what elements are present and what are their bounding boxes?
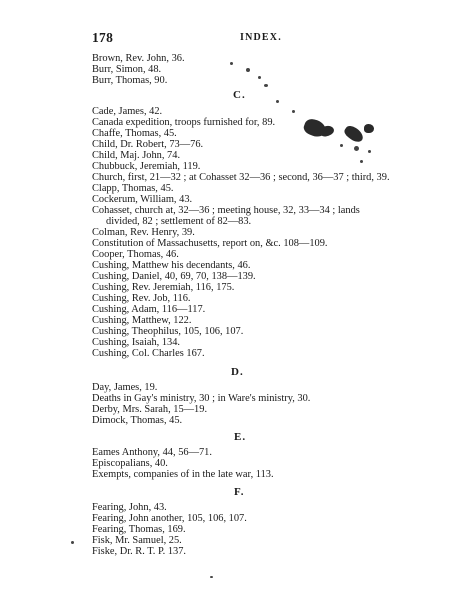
section-letter-d: D. [231,366,244,378]
section-letter-f: F. [234,486,245,498]
index-entry: Church, first, 21—32 ; at Cohasset 32—36 ; second, 36—37 ; third, 39. [92,172,390,183]
index-entry: Cushing, Isaiah, 134. [92,337,181,348]
running-head: INDEX. [240,32,282,43]
index-entry: Brown, Rev. John, 36. [92,53,185,64]
index-entry: Eames Anthony, 44, 56—71. [92,447,212,458]
index-entry: Cushing, Matthew his decendants, 46. [92,260,251,271]
index-entry: Cushing, Col. Charles 167. [92,348,205,359]
index-entry: Cade, James, 42. [92,106,163,117]
index-entry: Deaths in Gay's ministry, 30 ; in Ware's ministry, 30. [92,393,311,404]
index-entry: Cockerum, William, 43. [92,194,193,205]
index-entry: Fisk, Mr. Samuel, 25. [92,535,182,546]
index-entry: Cushing, Matthew, 122. [92,315,192,326]
index-entry: Chaffe, Thomas, 45. [92,128,177,139]
index-entry: Colman, Rev. Henry, 39. [92,227,195,238]
index-entry: Fearing, John, 43. [92,502,167,513]
section-letter-e: E. [234,431,247,443]
index-entry: Fearing, Thomas, 169. [92,524,186,535]
index-entry: Cushing, Rev. Jeremiah, 116, 175. [92,282,235,293]
index-entry: Cushing, Theophilus, 105, 106, 107. [92,326,244,337]
page-header [92,30,282,46]
index-entry: Burr, Simon, 48. [92,64,162,75]
index-entry: Constitution of Massachusetts, report on, &c. 108—109. [92,238,328,249]
index-entry: Clapp, Thomas, 45. [92,183,174,194]
index-entry: Fiske, Dr. R. T. P. 137. [92,546,187,557]
section-letter-c: C. [233,89,246,101]
index-entry: Chubbuck, Jeremiah, 119. [92,161,201,172]
index-entry: Cushing, Adam, 116—117. [92,304,206,315]
index-entry: Canada expedition, troops furnished for, 89. [92,117,276,128]
index-entry: Episcopalians, 40. [92,458,168,469]
index-entry: Cohasset, church at, 32—36 ; meeting house, 32, 33—34 ; lands [92,205,360,216]
index-entry: Fearing, John another, 105, 106, 107. [92,513,247,524]
index-entry: Dimock, Thomas, 45. [92,415,183,426]
index-entry: Exempts, companies of in the late war, 113. [92,469,274,480]
index-entry: Child, Dr. Robert, 73—76. [92,139,204,150]
index-entry: Derby, Mrs. Sarah, 15—19. [92,404,208,415]
index-entry: Cushing, Rev. Job, 116. [92,293,191,304]
index-entry: Burr, Thomas, 90. [92,75,168,86]
index-entry-continuation: divided, 82 ; settlement of 82—83. [106,216,252,227]
page-number: 178 [92,30,114,45]
index-entry: Cushing, Daniel, 40, 69, 70, 138—139. [92,271,256,282]
index-entry: Cooper, Thomas, 46. [92,249,179,260]
index-entry: Day, James, 19. [92,382,158,393]
index-entry: Child, Maj. John, 74. [92,150,181,161]
